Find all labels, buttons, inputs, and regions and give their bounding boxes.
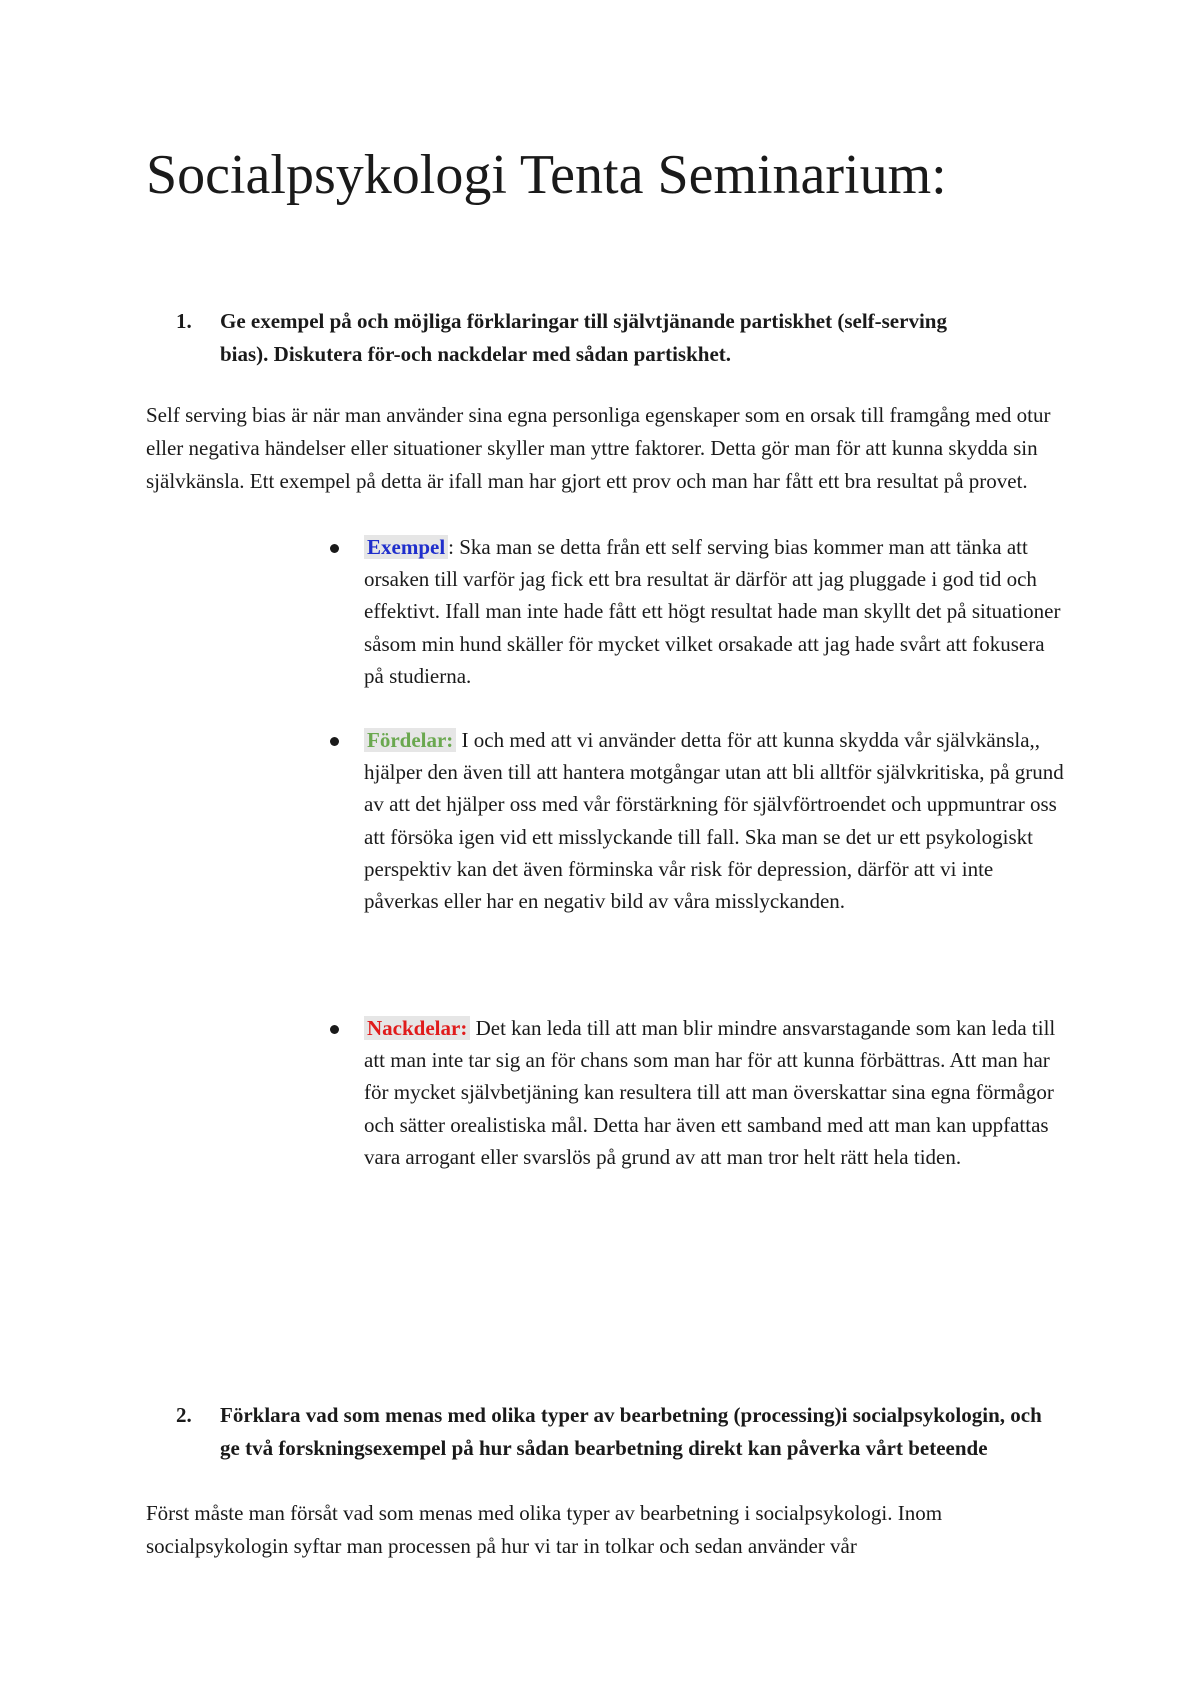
- fordelar-label: Fördelar:: [364, 728, 456, 752]
- bullet-exempel: [364, 531, 1064, 692]
- question-2-text: Förklara vad som menas med olika typer av bearbetning (processing)i socialpsykologin, och ge två forskningsexempel på hur sådan bearbetning direkt kan påverka vårt beteende: [220, 1403, 1042, 1460]
- question-2: [176, 1399, 1056, 1465]
- bullet-dot-icon: [330, 737, 339, 746]
- fordelar-text: I och med att vi använder detta för att kunna skydda vår självkänsla,, hjälper den även till att hantera motgångar utan att bli alltför självkritiska, på grund av att det hjälper oss med vår förstärkning för självförtroendet och uppmuntrar oss att försöka igen vid ett misslyckande till fall. Ska man se det ur ett psykologiskt perspektiv kan det även förminska vår risk för depression, därför att vi inte påverkas eller har en negativ bild av våra misslyckanden.: [364, 728, 1064, 914]
- exempel-separator: :: [448, 535, 460, 559]
- question-1: [176, 305, 996, 371]
- nackdelar-label: Nackdelar:: [364, 1016, 470, 1040]
- bullet-dot-icon: [330, 544, 339, 553]
- question-2-number: 2.: [176, 1403, 192, 1427]
- answer-2-paragraph: Först måste man försåt vad som menas med olika typer av bearbetning i socialpsykologi. Inom socialpsykologin syftar man processen på hur vi tar in tolkar och sedan använder vår: [146, 1501, 943, 1558]
- bullet-fordelar: [364, 724, 1064, 917]
- document-title: Socialpsykologi Tenta Seminarium:: [146, 144, 947, 206]
- bullet-dot-icon: [330, 1025, 339, 1034]
- question-1-number: 1.: [176, 309, 192, 333]
- bullet-nackdelar: [364, 1012, 1064, 1173]
- exempel-text: Ska man se detta från ett self serving bias kommer man att tänka att orsaken till varför jag fick ett bra resultat är därför att jag pluggade i god tid och effektivt. Ifall man inte hade fått ett högt resultat hade man skyllt det på situationer såsom min hund skäller för mycket vilket orsakade att jag hade svårt att fokusera på studierna.: [364, 535, 1061, 688]
- exempel-label: Exempel: [364, 535, 448, 559]
- answer-1-paragraph: Self serving bias är när man använder sina egna personliga egenskaper som en orsak till framgång med otur eller negativa händelser eller situationer skyller man yttre faktorer. Detta gör man för att kunna skydda sin självkänsla. Ett exempel på detta är ifall man har gjort ett prov och man har fått ett bra resultat på provet.: [146, 403, 1051, 493]
- nackdelar-text: Det kan leda till att man blir mindre ansvarstagande som kan leda till att man inte tar sig an för chans som man har för att kunna förbättras. Att man har för mycket självbetjäning kan resultera till att man överskattar sina egna förmågor och sätter orealistiska mål. Detta har även ett samband med att man kan uppfattas vara arrogant eller svarslös på grund av att man tror helt rätt hela tiden.: [364, 1016, 1056, 1169]
- question-1-text: Ge exempel på och möjliga förklaringar till självtjänande partiskhet (self-serving bias). Diskutera för-och nackdelar med sådan partiskhet.: [220, 309, 947, 366]
